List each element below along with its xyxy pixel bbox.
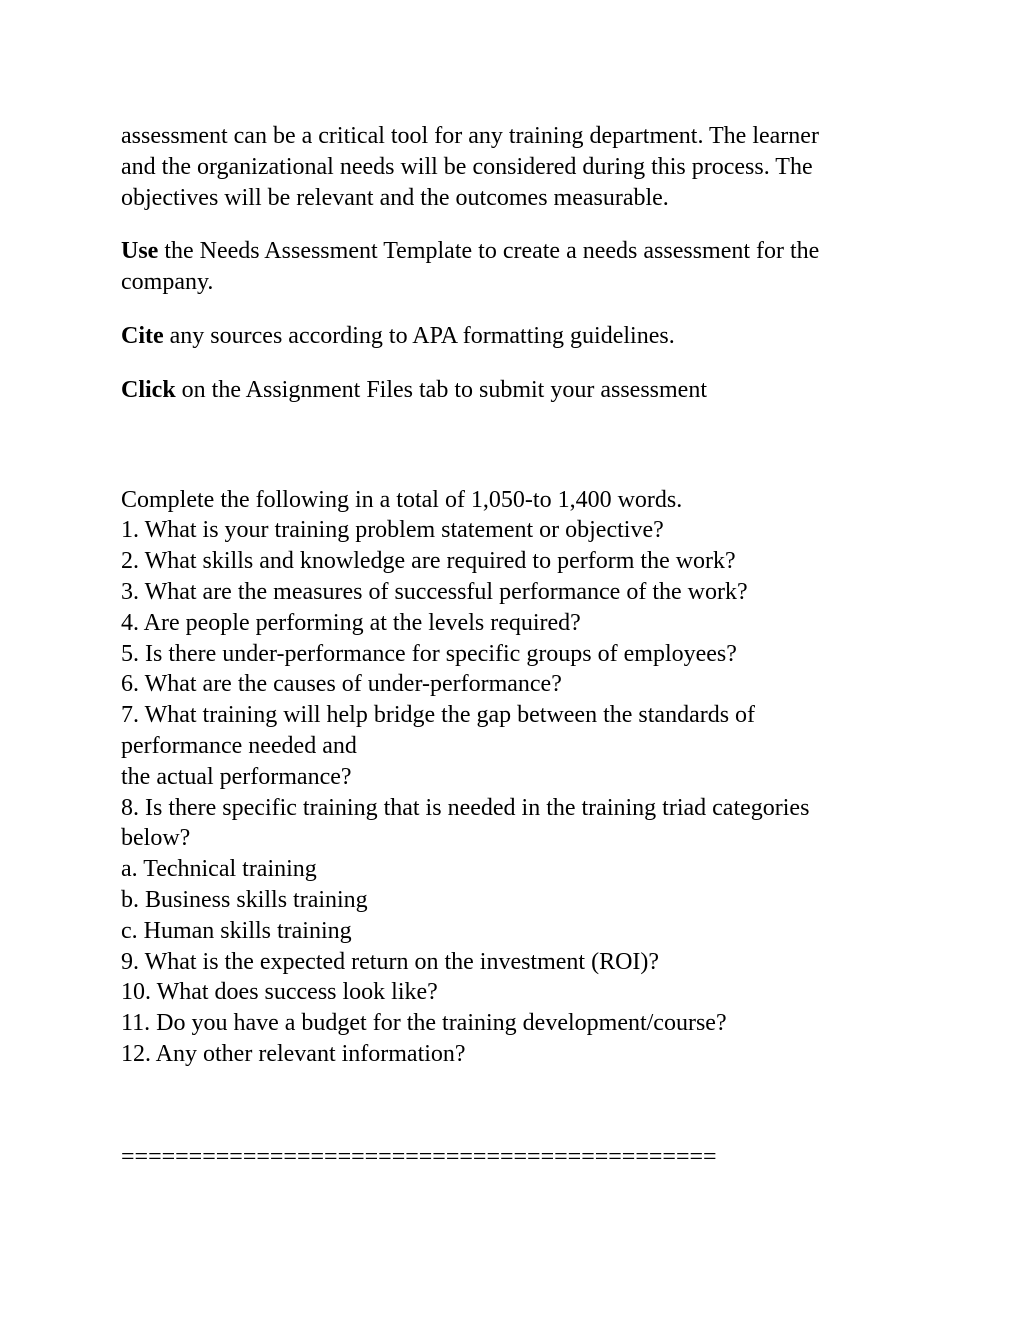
- list-item: 5. Is there under-performance for specific groups of employees?: [121, 640, 737, 667]
- intro-line: objectives will be relevant and the outcomes measurable.: [121, 184, 669, 211]
- intro-paragraph: [121, 121, 921, 213]
- list-item: 3. What are the measures of successful performance of the work?: [121, 578, 748, 605]
- intro-line: and the organizational needs will be considered during this process. The: [121, 153, 813, 180]
- instruction-keyword: Use: [121, 238, 159, 265]
- list-item: c. Human skills training: [121, 917, 352, 944]
- list-item: 11. Do you have a budget for the training development/course?: [121, 1010, 727, 1037]
- instruction-keyword: Cite: [121, 322, 164, 349]
- instruction-use: [121, 236, 921, 298]
- instruction-keyword: Click: [121, 376, 176, 403]
- list-heading: Complete the following in a total of 1,050-to 1,400 words.: [121, 486, 683, 513]
- question-list: [121, 485, 921, 1070]
- list-item: 9. What is the expected return on the investment (ROI)?: [121, 948, 660, 975]
- instruction-cite: [121, 321, 921, 352]
- separator-line: ============================================: [121, 1143, 717, 1170]
- intro-line: assessment can be a critical tool for any training department. The learner: [121, 123, 819, 149]
- instruction-text-continued: company.: [121, 269, 214, 296]
- list-item: 12. Any other relevant information?: [121, 1040, 466, 1067]
- document-page: [121, 121, 921, 1173]
- instruction-click: [121, 375, 921, 406]
- instruction-text: the Needs Assessment Template to create a needs assessment for the: [158, 238, 820, 265]
- list-item: 10. What does success look like?: [121, 979, 438, 1006]
- list-item: a. Technical training: [121, 856, 317, 883]
- list-item: 4. Are people performing at the levels required?: [121, 609, 581, 636]
- list-item: below?: [121, 825, 191, 852]
- list-item: performance needed and: [121, 732, 357, 759]
- list-item: the actual performance?: [121, 763, 352, 790]
- instruction-text: on the Assignment Files tab to submit your assessment: [175, 376, 707, 403]
- list-item: 2. What skills and knowledge are required to perform the work?: [121, 548, 736, 575]
- list-item: 6. What are the causes of under-performance?: [121, 671, 562, 698]
- list-item: 8. Is there specific training that is needed in the training triad categories: [121, 794, 810, 821]
- list-item: 1. What is your training problem statement or objective?: [121, 517, 664, 544]
- list-item: 7. What training will help bridge the gap between the standards of: [121, 702, 756, 729]
- list-item: b. Business skills training: [121, 886, 368, 913]
- instruction-text: any sources according to APA formatting guidelines.: [163, 322, 675, 349]
